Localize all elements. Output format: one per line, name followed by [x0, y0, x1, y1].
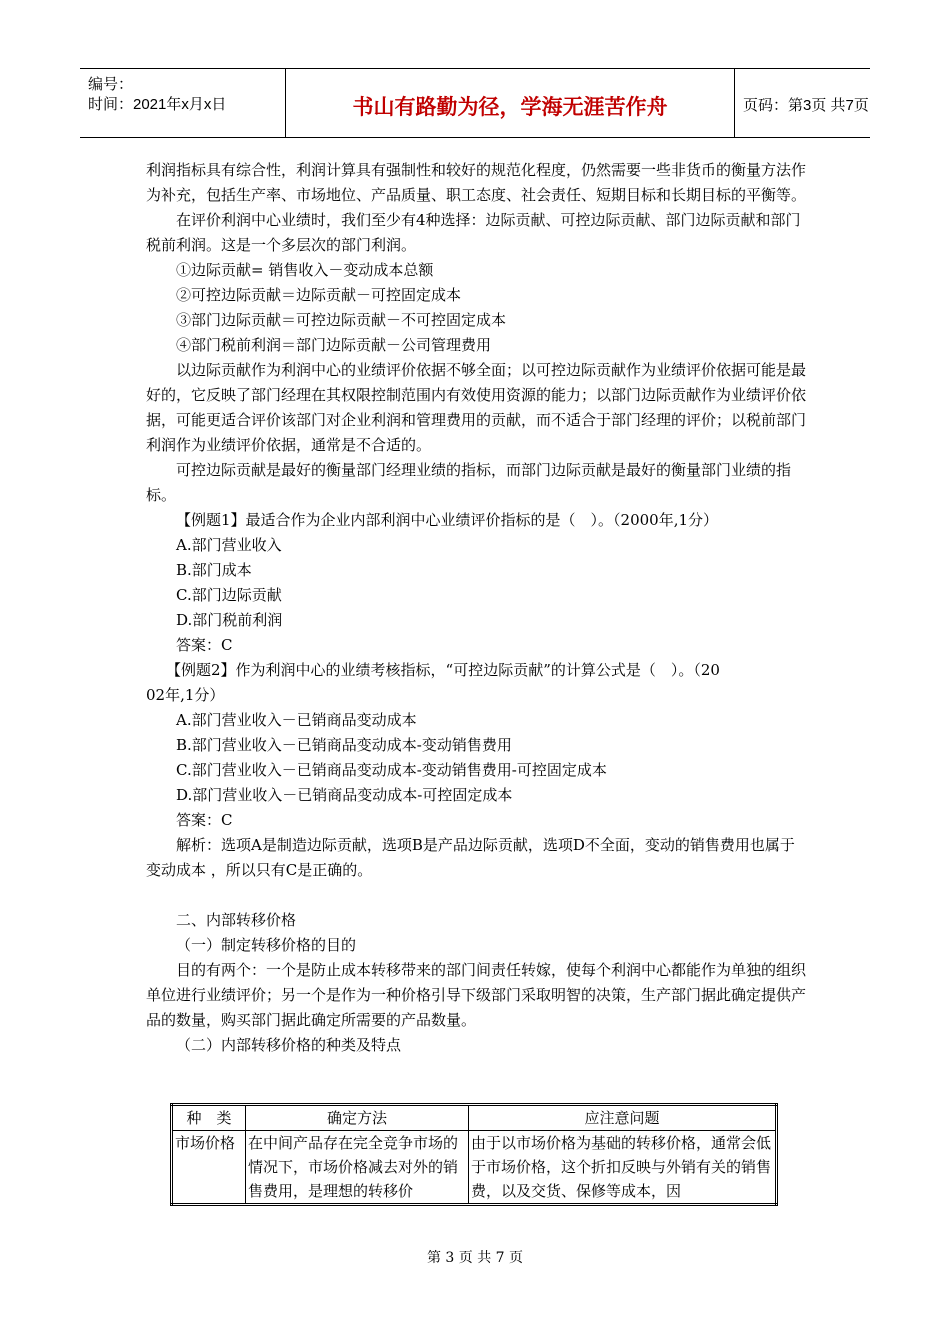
- example-question: 【例题1】最适合作为企业内部利润中心业绩评价指标的是（ ）。（2000年,1分）: [176, 511, 719, 529]
- spacer: [146, 883, 806, 908]
- header-info-cell: [80, 69, 286, 137]
- answer: 答案：C: [176, 811, 233, 829]
- table-cell: 由于以市场价格为基础的转移价格，通常会低于市场价格，这个折扣反映与外销有关的销售费，以及交货、保修等成本，因: [469, 1131, 777, 1205]
- option-item: D.部门营业收入－已销商品变动成本-可控固定成本: [176, 786, 513, 804]
- example-question: 【例题2】作为利润中心的业绩考核指标，“可控边际贡献”的计算公式是（ ）。（20: [166, 661, 720, 679]
- formula-item: ②可控边际贡献＝边际贡献－可控固定成本: [176, 286, 462, 304]
- paragraph: 可控边际贡献是最好的衡量部门经理业绩的指标，而部门边际贡献是最好的衡量部门业绩的指标。: [146, 461, 792, 504]
- document-body: [146, 158, 806, 1058]
- option-item: C.部门营业收入－已销商品变动成本-变动销售费用-可控固定成本: [176, 761, 607, 779]
- formula-item: ①边际贡献= 销售收入－变动成本总额: [176, 261, 434, 279]
- option-item: D.部门税前利润: [176, 611, 283, 629]
- option-item: B.部门营业收入－已销商品变动成本-变动销售费用: [176, 736, 512, 754]
- subsection-heading: （一）制定转移价格的目的: [176, 936, 357, 954]
- option-item: B.部门成本: [176, 561, 252, 579]
- table-row: [172, 1131, 777, 1205]
- option-item: A.部门营业收入: [176, 536, 282, 554]
- table-header-cell: 确定方法: [246, 1105, 469, 1131]
- paragraph: 利润指标具有综合性，利润计算具有强制性和较好的规范化程度，仍然需要一些非货币的衡量方法作为补充，包括生产率、市场地位、产品质量、职工态度、社会责任、短期目标和长期目标的平衡等。: [146, 161, 807, 204]
- table-cell: 市场价格: [172, 1131, 246, 1205]
- paragraph: 目的有两个：一个是防止成本转移带来的部门间责任转嫁，使每个利润中心都能作为单独的组织单位进行业绩评价；另一个是作为一种价格引导下级部门采取明智的决策，生产部门据此确定提供产品的数量，购买部门据此确定所需要的产品数量。: [146, 961, 807, 1029]
- header-page-cell: [735, 69, 870, 137]
- formula-item: ③部门边际贡献＝可控边际贡献－不可控固定成本: [176, 311, 507, 329]
- answer: 答案：C: [176, 636, 233, 654]
- explanation: 解析：选项A是制造边际贡献，选项B是产品边际贡献，选项D不全面，变动的销售费用也属于变动成本 ，所以只有C是正确的。: [146, 836, 795, 879]
- option-item: C.部门边际贡献: [176, 586, 282, 604]
- formula-item: ④部门税前利润＝部门边际贡献－公司管理费用: [176, 336, 492, 354]
- header-motto-cell: [286, 69, 735, 137]
- table-header-cell: 应注意问题: [469, 1105, 777, 1131]
- page-footer: 第 3 页 共 7 页: [426, 1250, 524, 1266]
- page-info: 页码：第3页 共7页: [743, 97, 869, 114]
- motto: 书山有路勤为径，学海无涯苦作舟: [352, 95, 668, 119]
- subsection-heading: （二）内部转移价格的种类及特点: [176, 1036, 402, 1054]
- paragraph: 在评价利润中心业绩时，我们至少有4种选择：边际贡献、可控边际贡献、部门边际贡献和部门税前利润。这是一个多层次的部门利润。: [146, 211, 801, 254]
- page-header: [80, 68, 870, 138]
- transfer-price-table: [170, 1103, 778, 1206]
- option-item: A.部门营业收入－已销商品变动成本: [176, 711, 417, 729]
- table-cell: 在中间产品存在完全竞争市场的情况下，市场价格减去对外的销售费用，是理想的转移价: [246, 1131, 469, 1205]
- number-label: 编号：: [88, 76, 134, 93]
- table-header-row: [172, 1105, 777, 1131]
- paragraph: 以边际贡献作为利润中心的业绩评价依据不够全面；以可控边际贡献作为业绩评价依据可能是最好的，它反映了部门经理在其权限控制范围内有效使用资源的能力；以部门边际贡献作为业绩评价依据，可能更适合评价该部门对企业利润和管理费用的贡献，而不适合于部门经理的评价；以税前部门利润作为业绩评价依据，通常是不合适的。: [146, 361, 807, 454]
- section-heading: 二、内部转移价格: [176, 911, 297, 929]
- table-header-cell: 种 类: [172, 1105, 246, 1131]
- example-question-continued: 02年,1分）: [146, 686, 225, 704]
- date-label: 时间：2021年x月x日: [88, 96, 227, 113]
